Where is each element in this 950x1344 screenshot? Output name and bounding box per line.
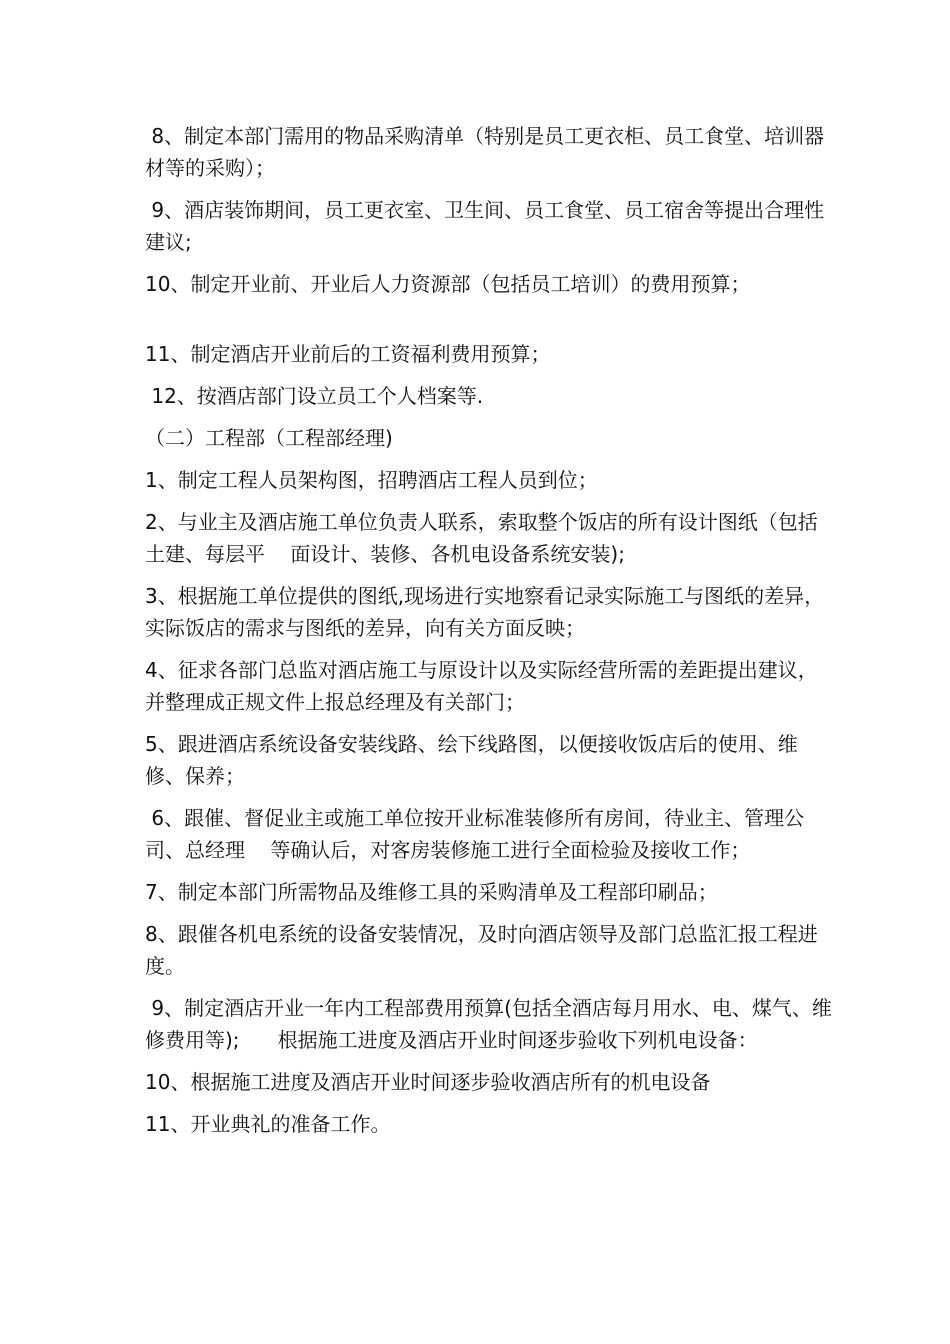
section-heading-engineering: （二）工程部（工程部经理) — [145, 426, 393, 450]
paragraph-eng-7: 7、制定本部门所需物品及维修工具的采购清单及工程部印刷品； — [145, 880, 718, 904]
paragraph-eng-4: 4、征求各部门总监对酒店施工与原设计以及实际经营所需的差距提出建议，并整理成正规文件上报总经理及有关部门； — [145, 658, 818, 714]
paragraph-eng-6: 6、跟催、督促业主或施工单位按开业标准装修所有房间，待业主、管理公司、总经理 等确认后，对客房装修施工进行全面检验及接收工作； — [145, 806, 805, 862]
paragraph-hr-8: 8、制定本部门需用的物品采购清单（特别是员工更衣柜、员工食堂、培训器材等的采购）； — [145, 124, 825, 180]
paragraph-eng-2: 2、与业主及酒店施工单位负责人联系，索取整个饭店的所有设计图纸（包括土建、每层平 面设计、装修、各机电设备系统安装); — [145, 510, 818, 566]
paragraph-hr-10: 10、制定开业前、开业后人力资源部（包括员工培训）的费用预算； — [145, 272, 751, 296]
paragraph-eng-11: 11、开业典礼的准备工作。 — [145, 1112, 391, 1136]
paragraph-eng-10: 10、根据施工进度及酒店开业时间逐步验收酒店所有的机电设备 — [145, 1070, 711, 1094]
paragraph-hr-11: 11、制定酒店开业前后的工资福利费用预算； — [145, 342, 551, 366]
paragraph-hr-9: 9、酒店装饰期间，员工更衣室、卫生间、员工食堂、员工宿舍等提出合理性建议; — [145, 198, 825, 254]
document-body — [145, 120, 835, 1150]
paragraph-eng-8: 8、跟催各机电系统的设备安装情况，及时向酒店领导及部门总监汇报工程进度。 — [145, 922, 818, 978]
paragraph-eng-3: 3、根据施工单位提供的图纸,现场进行实地察看记录实际施工与图纸的差异，实际饭店的需求与图纸的差异，向有关方面反映； — [145, 584, 825, 640]
paragraph-eng-9: 9、制定酒店开业一年内工程部费用预算(包括全酒店每月用水、电、煤气、维修费用等); 根据施工进度及酒店开业时间逐步验收下列机电设备： — [145, 996, 832, 1052]
paragraph-hr-12: 12、按酒店部门设立员工个人档案等. — [145, 384, 484, 408]
paragraph-eng-1: 1、制定工程人员架构图，招聘酒店工程人员到位； — [145, 468, 598, 492]
paragraph-eng-5: 5、跟进酒店系统设备安装线路、绘下线路图，以便接收饭店后的使用、维修、保养； — [145, 732, 798, 788]
